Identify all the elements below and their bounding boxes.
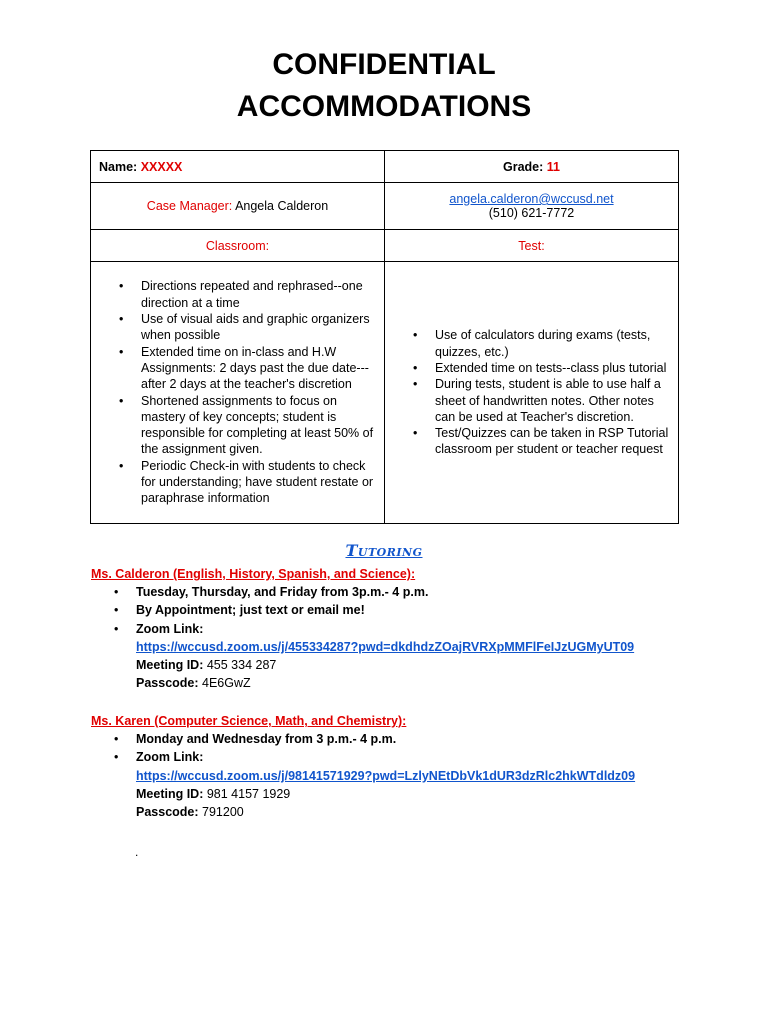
grade-value: 11 <box>546 159 560 174</box>
zoom-label: Zoom Link: <box>136 750 204 765</box>
case-manager-cell <box>91 183 385 230</box>
passcode-row <box>91 674 731 692</box>
accommodations-table <box>90 150 679 524</box>
list-item <box>136 748 731 766</box>
case-manager-label: Case Manager: <box>146 199 233 213</box>
list-item: • Extended time on in-class and H.W Assignments: 2 days past the due date---after 2 days at the teacher's discretion <box>141 344 376 393</box>
zoom-link[interactable]: https://wccusd.zoom.us/j/98141571929?pwd=LzlyNEtDbVk1dUR3dzRlc2hkWTdldz09 <box>136 768 636 783</box>
name-label: Name: <box>99 159 138 174</box>
title-line-1: CONFIDENTIAL <box>272 48 496 81</box>
list-item: • Extended time on tests--class plus tutorial <box>435 360 670 376</box>
test-list-cell <box>385 262 679 524</box>
meeting-id-label: Meeting ID: <box>136 786 204 801</box>
name-value: XXXXX <box>140 159 183 174</box>
list-item: • Use of visual aids and graphic organizers when possible <box>141 311 376 344</box>
zoom-link-row <box>91 767 731 785</box>
zoom-link[interactable]: https://wccusd.zoom.us/j/455334287?pwd=dkdhdzZOajRVRXpMMFlFeIJzUGMyUT09 <box>136 639 635 654</box>
test-list <box>393 327 670 457</box>
meeting-id-row <box>91 656 731 674</box>
list-item: • Test/Quizzes can be taken in RSP Tutorial classroom per student or teacher request <box>435 425 670 458</box>
list-item: • By Appointment; just text or email me! <box>136 601 731 619</box>
passcode-label: Passcode: <box>136 676 199 691</box>
passcode-row <box>91 803 731 821</box>
name-cell <box>91 151 385 183</box>
tutor-section-karen <box>91 712 731 821</box>
phone-number: (510) 621-7772 <box>488 206 575 220</box>
meeting-id-value: 455 334 287 <box>206 658 277 673</box>
meeting-id-label: Meeting ID: <box>136 658 204 673</box>
list-item: • Tuesday, Thursday, and Friday from 3p.m.- 4 p.m. <box>136 583 731 601</box>
classroom-list-cell <box>91 262 385 524</box>
table-row-case-manager <box>91 183 679 230</box>
list-item: • During tests, student is able to use half a sheet of handwritten notes. Other notes can be used at Teacher's discretion. <box>435 376 670 425</box>
meeting-id-row <box>91 785 731 803</box>
tutor-section-calderon <box>91 565 731 693</box>
list-item <box>136 620 731 638</box>
meeting-id-value: 981 4157 1929 <box>206 786 291 801</box>
list-item: • Use of calculators during exams (tests, quizzes, etc.) <box>435 327 670 360</box>
zoom-link-row <box>91 638 731 656</box>
test-header: Test: <box>385 230 679 262</box>
classroom-list <box>99 278 376 506</box>
case-manager-value: Angela Calderon <box>235 199 329 213</box>
list-item: • Shortened assignments to focus on mastery of key concepts; student is responsible for completing at least 50% of the assignment given. <box>141 393 376 458</box>
table-row-name-grade <box>91 151 679 183</box>
table-row-accommodations <box>91 262 679 524</box>
title-line-2: ACCOMMODATIONS <box>236 90 532 123</box>
passcode-value: 4E6GwZ <box>202 676 251 691</box>
zoom-label: Zoom Link: <box>136 621 204 636</box>
tutor-name: Ms. Calderon (English, History, Spanish, and Science): <box>91 567 416 581</box>
passcode-label: Passcode: <box>136 805 199 820</box>
email-link[interactable]: angela.calderon@wccusd.net <box>449 192 614 206</box>
tutor-details-list <box>91 730 731 767</box>
tutoring-heading: Tutoring <box>345 541 423 560</box>
document-title <box>0 44 768 128</box>
contact-cell <box>385 183 679 230</box>
grade-label: Grade: <box>503 159 544 174</box>
table-row-headers <box>91 230 679 262</box>
list-item: • Periodic Check-in with students to check for understanding; have student restate or paraphrase information <box>141 458 376 507</box>
trailing-dot: . <box>135 845 139 859</box>
passcode-value: 791200 <box>202 805 244 820</box>
list-item: • Directions repeated and rephrased--one direction at a time <box>141 278 376 311</box>
classroom-header: Classroom: <box>91 230 385 262</box>
tutor-details-list <box>91 583 731 638</box>
list-item: • Monday and Wednesday from 3 p.m.- 4 p.m. <box>136 730 731 748</box>
grade-cell <box>385 151 679 183</box>
tutor-name: Ms. Karen (Computer Science, Math, and Chemistry): <box>91 714 407 728</box>
